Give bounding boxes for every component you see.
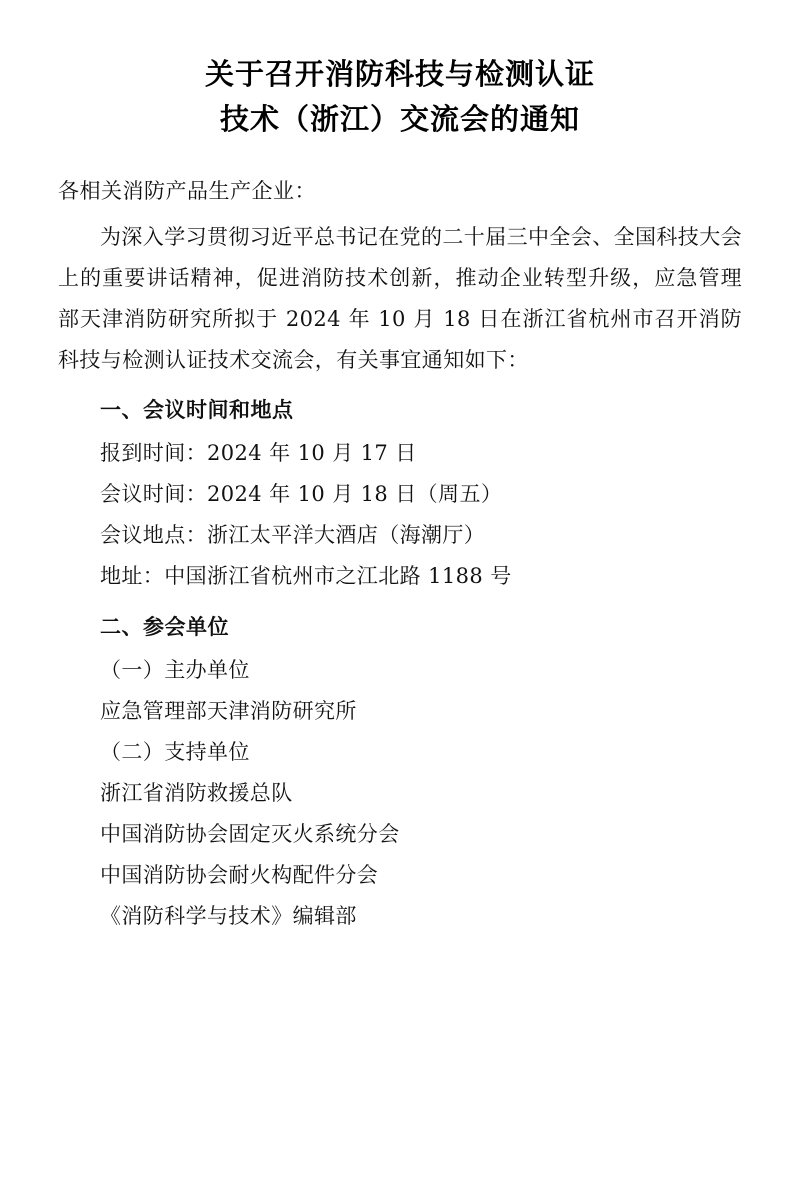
list-item: 《消防科学与技术》编辑部 bbox=[100, 903, 357, 928]
list-item: 应急管理部天津消防研究所 bbox=[100, 699, 357, 724]
section-heading-1: 一、会议时间和地点 bbox=[100, 397, 294, 423]
title-line-2: 技术（浙江）交流会的通知 bbox=[219, 101, 580, 136]
opening-paragraph: 为深入学习贯彻习近平总书记在党的二十届三中全会、全国科技大会上的重要讲话精神，促进消防技术创新，推动企业转型升级，应急管理部天津消防研究所拟于 2024 年 10 月 18 日在浙江省杭州市召开消防科技与检测认证技术交流会，有关事宜通知如下： bbox=[58, 224, 742, 372]
list-item: 中国消防协会固定灭火系统分会 bbox=[100, 821, 400, 846]
meeting-venue-line: 会议地点：浙江太平洋大酒店（海潮厅） bbox=[100, 523, 486, 548]
meeting-time-line: 会议时间：2024 年 10 月 18 日（周五） bbox=[100, 482, 503, 507]
list-item: 浙江省消防救援总队 bbox=[100, 780, 293, 805]
title-line-1: 关于召开消防科技与检测认证 bbox=[204, 57, 595, 91]
section-heading-2: 二、参会单位 bbox=[100, 614, 229, 640]
registration-time-line: 报到时间：2024 年 10 月 17 日 bbox=[100, 441, 417, 466]
salutation: 各相关消防产品生产企业： bbox=[58, 178, 316, 203]
page-title bbox=[58, 52, 742, 142]
sub-heading-organizer: （一）主办单位 bbox=[100, 658, 250, 683]
meeting-address-line: 地址：中国浙江省杭州市之江北路 1188 号 bbox=[100, 564, 512, 589]
list-item: 中国消防协会耐火构配件分会 bbox=[100, 862, 379, 887]
sub-heading-supporter: （二）支持单位 bbox=[100, 739, 250, 764]
